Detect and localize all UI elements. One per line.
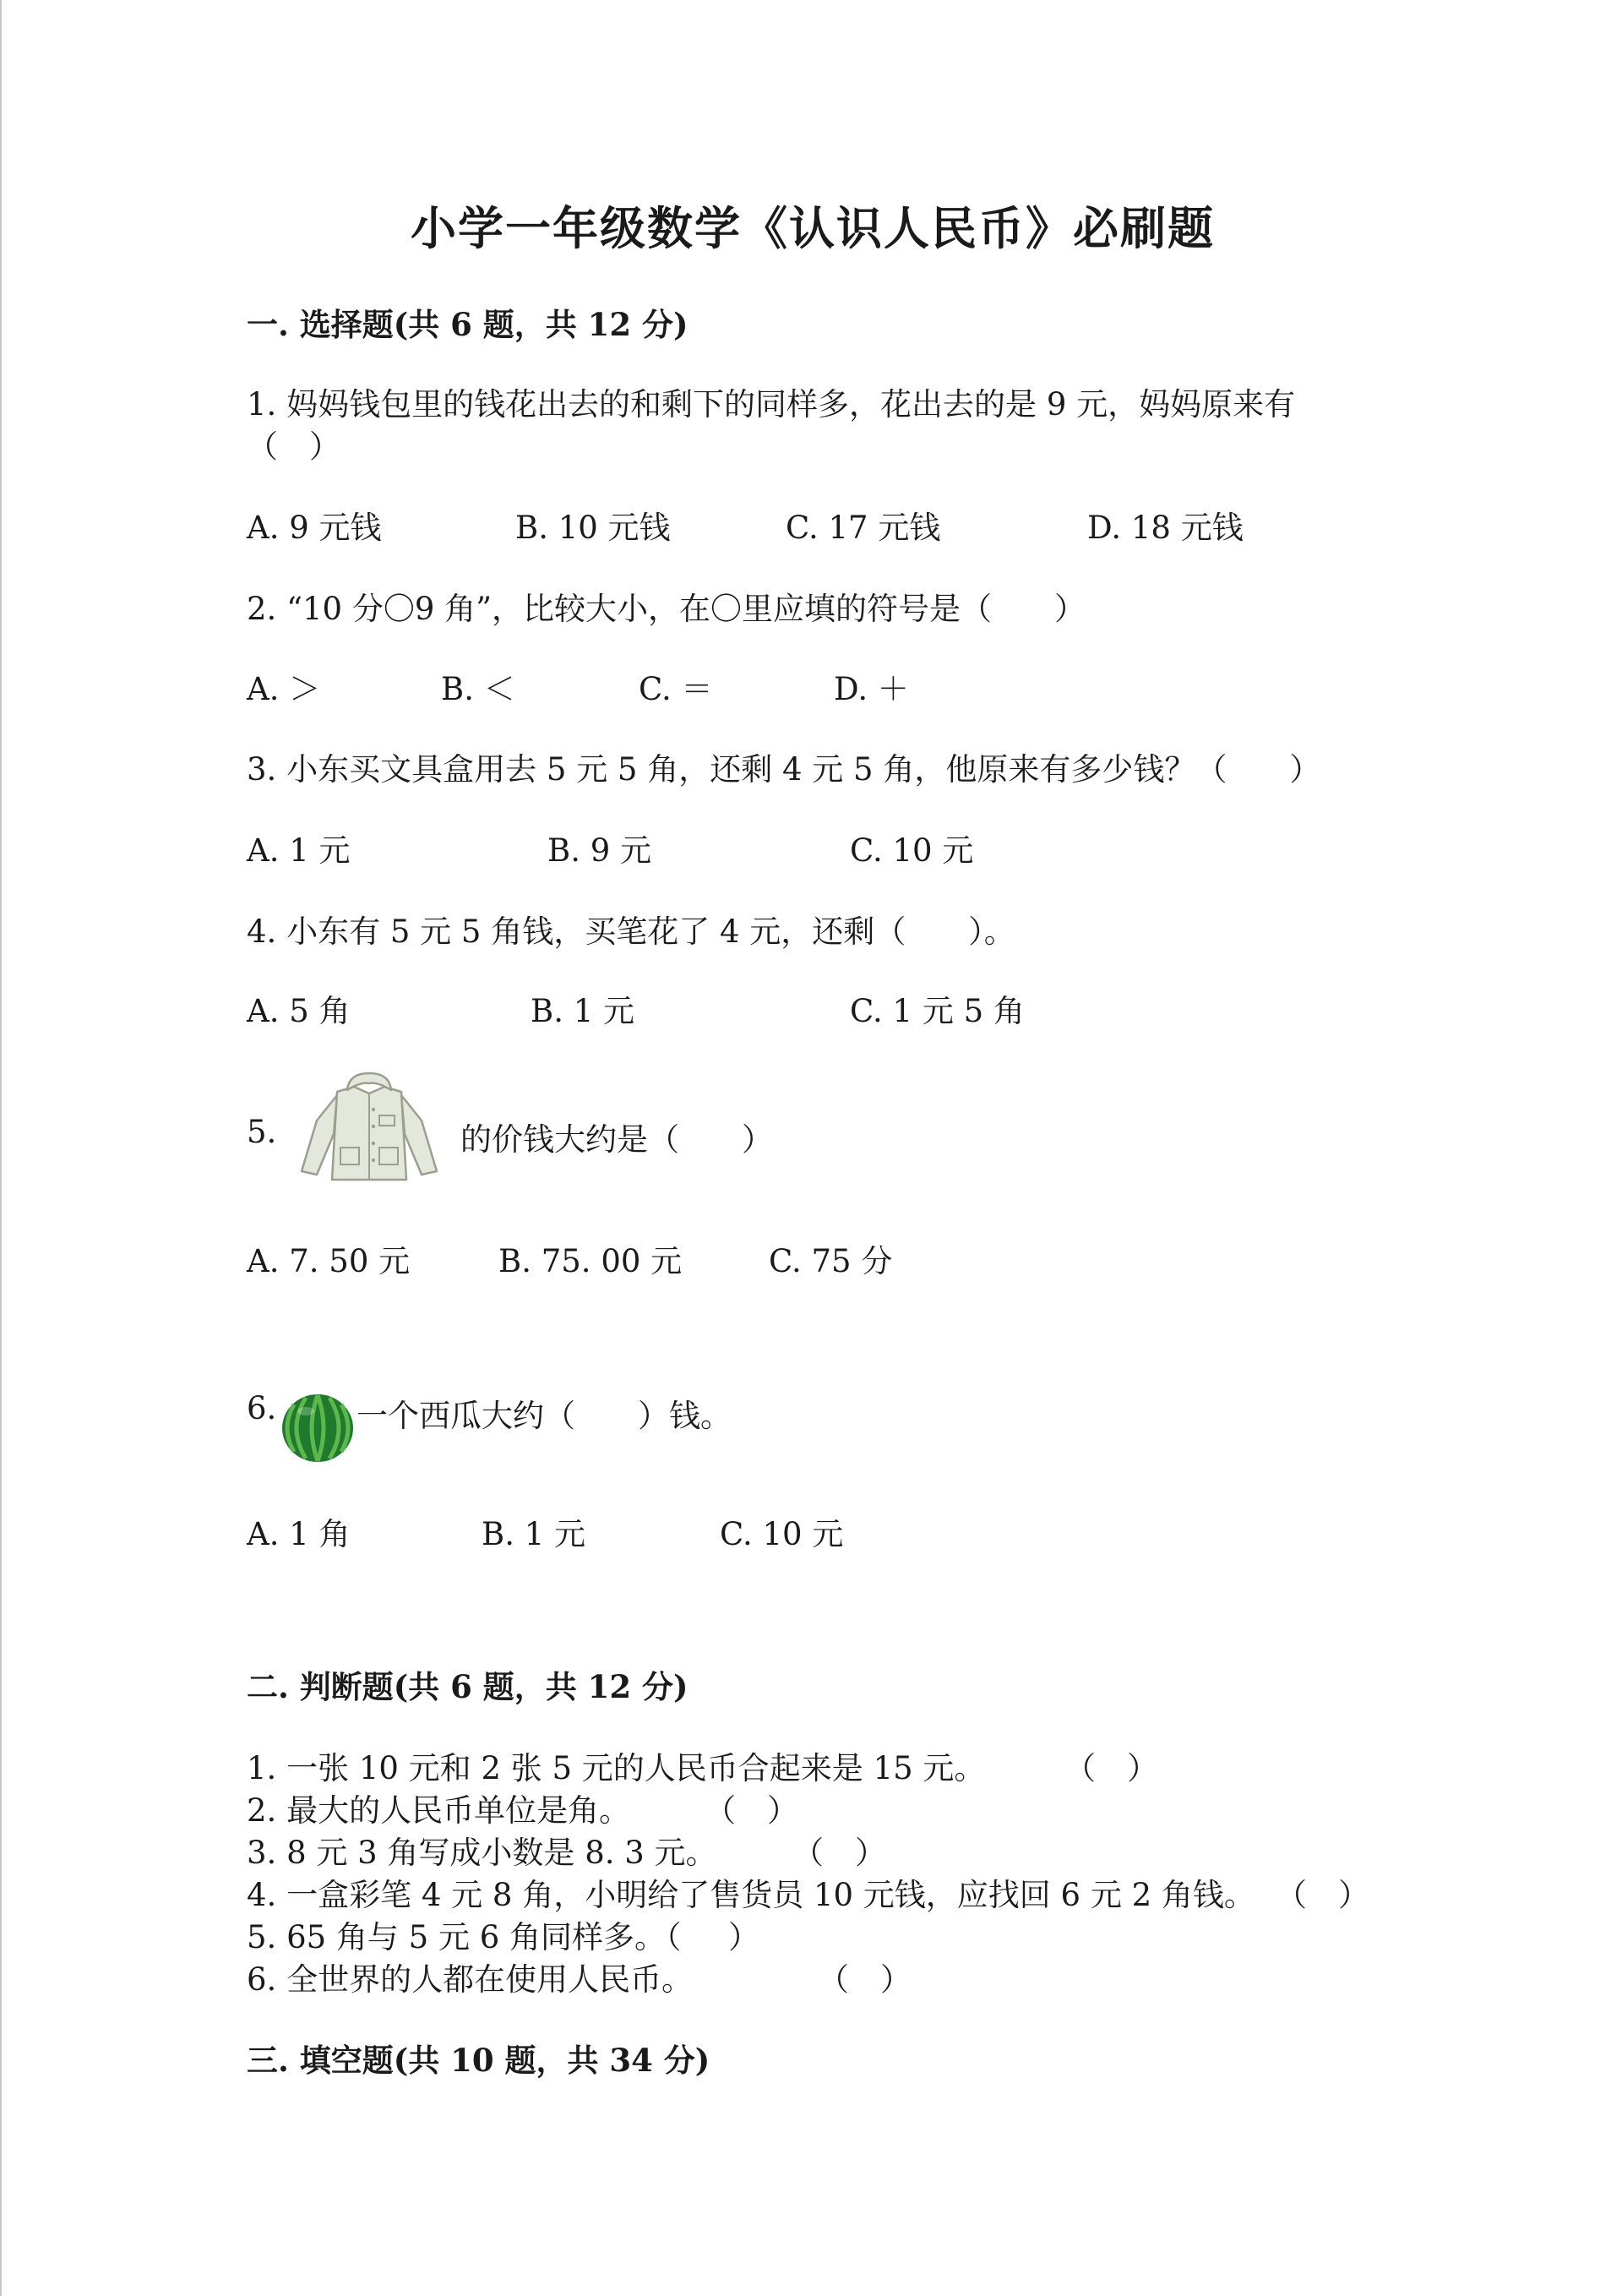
q5-option-c: C. 75 分	[769, 1243, 893, 1279]
judge-item-2: 2. 最大的人民币单位是角。	[247, 1792, 631, 1829]
question-2-text: 2. “10 分〇9 角”，比较大小，在〇里应填的符号是（ ）	[247, 591, 1086, 627]
q2-option-d: D. ＋	[834, 671, 909, 707]
watermelon-icon	[280, 1393, 355, 1467]
q1-option-a: A. 9 元钱	[247, 510, 382, 546]
q2-option-c: C. ＝	[639, 671, 713, 707]
question-5-number: 5.	[247, 1114, 277, 1150]
q5-option-b: B. 75. 00 元	[498, 1243, 683, 1279]
judge-item-1-blank: （ ）	[1064, 1750, 1158, 1786]
q6-option-c: C. 10 元	[720, 1516, 844, 1552]
q3-option-c: C. 10 元	[850, 832, 974, 869]
q4-option-a: A. 5 角	[247, 993, 351, 1029]
judge-item-3: 3. 8 元 3 角写成小数是 8. 3 元。	[247, 1835, 717, 1871]
q6-option-a: A. 1 角	[247, 1516, 351, 1552]
judge-item-6-blank: （ ）	[818, 1961, 912, 1998]
q3-option-b: B. 9 元	[547, 832, 652, 869]
question-5-text: 的价钱大约是（ ）	[460, 1121, 773, 1158]
judge-item-4-blank: （ ）	[1276, 1877, 1369, 1913]
judge-item-1: 1. 一张 10 元和 2 张 5 元的人民币合起来是 15 元。	[247, 1750, 986, 1786]
question-1-text: 1. 妈妈钱包里的钱花出去的和剩下的同样多，花出去的是 9 元，妈妈原来有	[247, 386, 1296, 423]
judge-item-3-blank: （ ）	[792, 1835, 886, 1871]
q1-option-b: B. 10 元钱	[515, 510, 671, 546]
q1-option-d: D. 18 元钱	[1087, 510, 1244, 546]
q1-option-c: C. 17 元钱	[786, 510, 941, 546]
question-6-text: 一个西瓜大约（ ）钱。	[357, 1398, 732, 1434]
question-6-number: 6.	[247, 1390, 277, 1426]
section-heading-choice: 一. 选择题(共 6 题，共 12 分)	[247, 306, 689, 343]
judge-item-6: 6. 全世界的人都在使用人民币。	[247, 1961, 694, 1998]
q5-option-a: A. 7. 50 元	[247, 1243, 411, 1279]
q6-option-b: B. 1 元	[482, 1516, 586, 1552]
question-1-blank: （ ）	[247, 428, 340, 465]
q4-option-c: C. 1 元 5 角	[850, 993, 1025, 1029]
page-title: 小学一年级数学《认识人民币》必刷题	[411, 201, 1215, 255]
q2-option-a: A. ＞	[247, 671, 321, 707]
judge-item-5-blank: ）	[728, 1919, 759, 1955]
section-heading-judge: 二. 判断题(共 6 题，共 12 分)	[247, 1668, 689, 1705]
judge-item-2-blank: （ ）	[705, 1792, 798, 1829]
section-heading-fill: 三. 填空题(共 10 题，共 34 分)	[247, 2042, 710, 2079]
q3-option-a: A. 1 元	[247, 832, 351, 869]
coat-icon	[293, 1072, 445, 1186]
question-4-text: 4. 小东有 5 元 5 角钱，买笔花了 4 元，还剩（ ）。	[247, 913, 1015, 950]
q2-option-b: B. ＜	[441, 671, 515, 707]
judge-item-4: 4. 一盒彩笔 4 元 8 角，小明给了售货员 10 元钱，应找回 6 元 2 角钱。	[247, 1877, 1255, 1913]
question-3-text: 3. 小东买文具盒用去 5 元 5 角，还剩 4 元 5 角，他原来有多少钱？（ ）	[247, 751, 1321, 788]
judge-item-5: 5. 65 角与 5 元 6 角同样多。（	[247, 1919, 682, 1955]
q4-option-b: B. 1 元	[531, 993, 635, 1029]
